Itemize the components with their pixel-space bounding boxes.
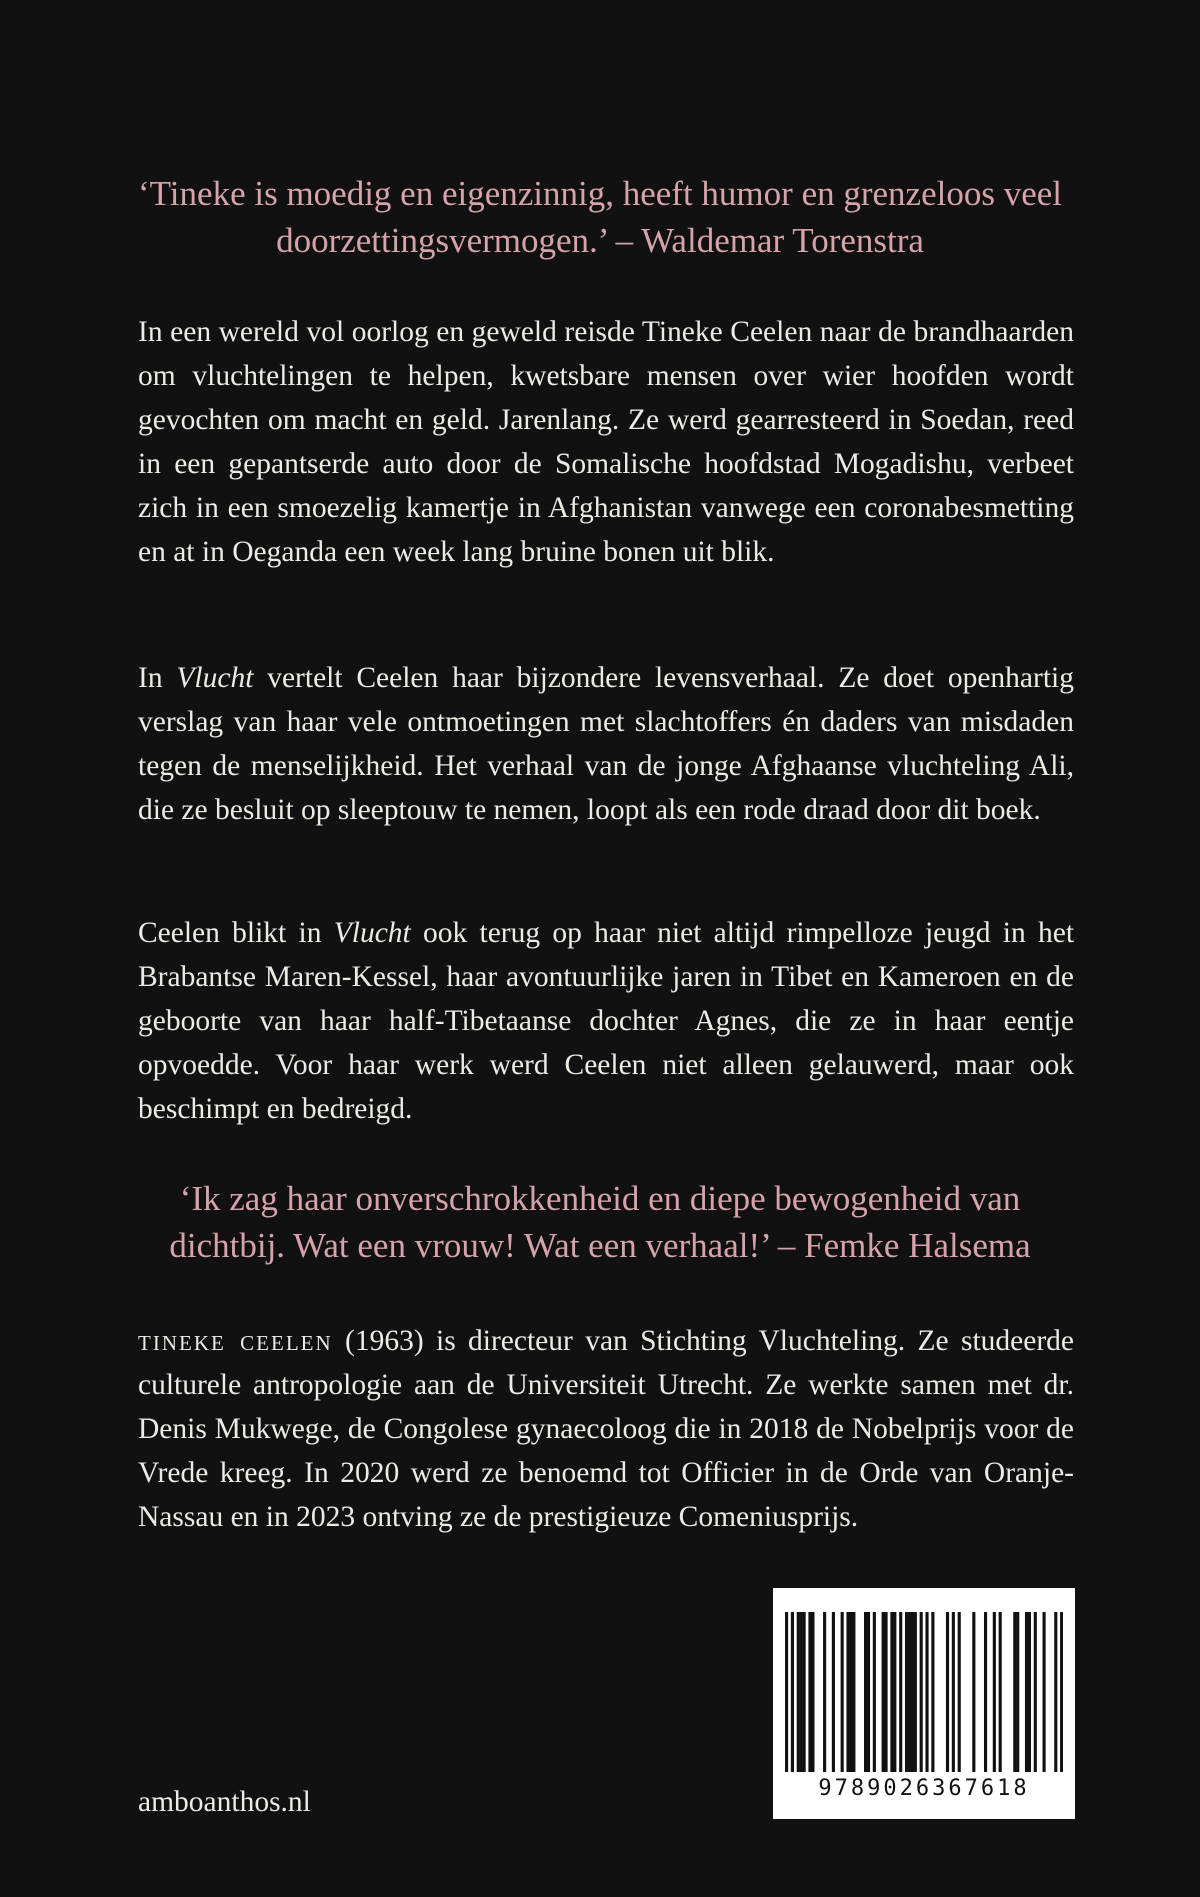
barcode-bar <box>832 1612 835 1772</box>
barcode-bar <box>946 1612 949 1772</box>
barcode-bar <box>1028 1612 1031 1772</box>
barcode-bar <box>785 1612 788 1772</box>
barcode-bar <box>931 1612 934 1772</box>
barcode-bar <box>911 1612 914 1772</box>
barcode-bar <box>1013 1612 1016 1772</box>
quote-femke-halsema: ‘Ik zag haar onverschrokkenheid en diepe bewogenheid van dichtbij. Wat een vrouw! Wat een verhaal!’ – Femke Halsema <box>169 1179 1031 1265</box>
p2-lead: In <box>138 662 177 694</box>
barcode-bar <box>993 1612 996 1772</box>
barcode-bar <box>1060 1612 1063 1772</box>
barcode-bar <box>914 1612 917 1772</box>
book-title-vlucht: Vlucht <box>333 917 411 949</box>
barcode-bar <box>803 1612 806 1772</box>
author-bio-text: (1963) is directeur van Stichting Vluchteling. Ze studeerde culturele antropologie aan de Universiteit Utrecht. Ze werkte samen met dr. Denis Mukwege, de Congolese gynaecoloog die in 2018 de Nobelprijs voor de Vrede kreeg. In 2020 werd ze benoemd tot Officier in de Orde van Oranje-Nassau en in 2023 ontving ze de prestigieuze Comeniusprijs. <box>138 1325 1074 1533</box>
p2-rest: vertelt Ceelen haar bijzondere levensverhaal. Ze doet openhartig verslag van haar vele ontmoetingen met slachtoffers én daders van misdaden tegen de menselijkheid. Het verhaal van de jonge Afghaanse vluchteling Ali, die ze besluit op sleeptouw te nemen, loopt als een rode draad door dit boek. <box>138 662 1074 826</box>
isbn-barcode <box>773 1588 1075 1819</box>
barcode-bar <box>841 1612 844 1772</box>
barcode-bar <box>823 1612 826 1772</box>
synopsis-paragraph-3 <box>138 911 1074 1131</box>
barcode-bar <box>852 1612 855 1772</box>
barcode-bar <box>1025 1612 1028 1772</box>
barcode-bar <box>899 1612 902 1772</box>
barcode-bar <box>791 1612 794 1772</box>
barcode-bar <box>846 1612 849 1772</box>
barcode-bar <box>908 1612 911 1772</box>
quote-waldemar-torenstra: ‘Tineke is moedig en eigenzinnig, heeft humor en grenzeloos veel doorzettingsvermogen.’ – Waldemar Torenstra <box>138 174 1062 260</box>
barcode-bars <box>785 1612 1063 1772</box>
barcode-bar <box>1016 1612 1019 1772</box>
barcode-bar <box>890 1612 893 1772</box>
barcode-bar <box>999 1612 1002 1772</box>
barcode-bar <box>984 1612 987 1772</box>
barcode-bar <box>972 1612 975 1772</box>
barcode-bar <box>958 1612 961 1772</box>
barcode-bar <box>882 1612 885 1772</box>
barcode-bar <box>797 1612 800 1772</box>
barcode-bar <box>1043 1612 1046 1772</box>
barcode-bar <box>925 1612 928 1772</box>
barcode-bar <box>864 1612 867 1772</box>
isbn-number: 9789026367618 <box>818 1776 1030 1801</box>
book-title-vlucht: Vlucht <box>176 662 254 694</box>
barcode-bar <box>808 1612 811 1772</box>
author-bio <box>138 1319 1074 1539</box>
barcode-bar <box>1054 1612 1057 1772</box>
barcode-bar <box>952 1612 955 1772</box>
barcode-bar <box>867 1612 870 1772</box>
author-name: tineke ceelen <box>138 1325 333 1357</box>
p3-lead: Ceelen blikt in <box>138 917 334 949</box>
barcode-bar <box>884 1612 887 1772</box>
publisher-website: amboanthos.nl <box>138 1786 311 1818</box>
barcode-bar <box>849 1612 852 1772</box>
barcode-bar <box>800 1612 803 1772</box>
barcode-bar <box>893 1612 896 1772</box>
synopsis-paragraph-2 <box>138 656 1074 832</box>
synopsis-paragraph-1: In een wereld vol oorlog en geweld reisde Tineke Ceelen naar de brandhaarden om vluchtelingen te helpen, kwetsbare mensen over wier hoofden wordt gevochten om macht en geld. Jarenlang. Ze werd gearresteerd in Soedan, reed in een gepantserde auto door de Somalische hoofdstad Mogadishu, verbeet zich in een smoezelig kamertje in Afghanistan vanwege een coronabesmetting en at in Oeganda een week lang bruine bonen uit blik. <box>138 316 1074 568</box>
barcode-bar <box>873 1612 876 1772</box>
barcode-bar <box>1034 1612 1037 1772</box>
barcode-bar <box>811 1612 814 1772</box>
barcode-bar <box>905 1612 908 1772</box>
p3-rest: ook terug op haar niet altijd rimpelloze jeugd in het Brabantse Maren-Kessel, haar avontuurlijke jaren in Tibet en Kameroen en de geboorte van haar half-Tibetaanse dochter Agnes, die ze in haar eentje opvoedde. Voor haar werk werd Ceelen niet alleen gelauwerd, maar ook beschimpt en bedreigd. <box>138 917 1075 1125</box>
barcode-bar <box>920 1612 923 1772</box>
